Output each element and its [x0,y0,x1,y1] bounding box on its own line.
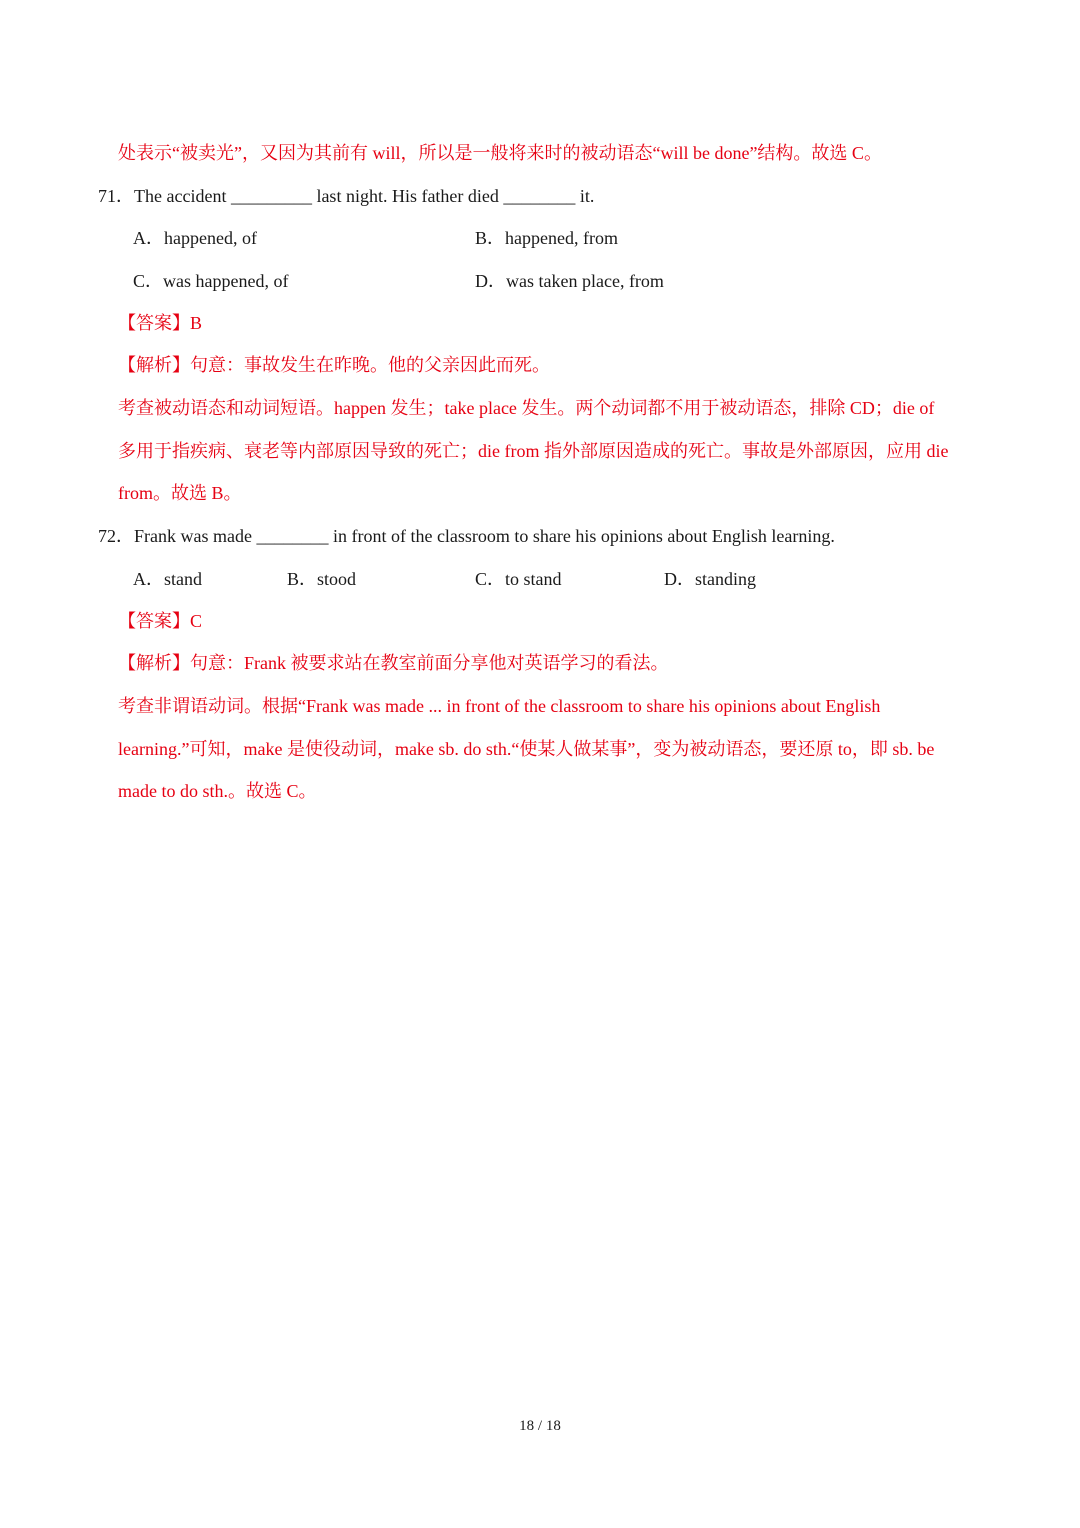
question-71-option-b: B．happened, from [475,228,618,248]
question-72-analysis-line: 考查非谓语动词。根据“Frank was made ... in front of the classroom to share his opinions about English [118,696,881,716]
question-72-option-b: B．stood [287,569,357,589]
question-71-stem: 71．The accident _________ last night. His father died ________ it. [98,186,595,206]
question-72-stem: 72．Frank was made ________ in front of the classroom to share his opinions about English learning. [98,526,835,546]
question-71-answer: 【答案】B [118,313,203,333]
question-71-analysis-head: 【解析】句意：事故发生在昨晚。他的父亲因此而死。 [118,355,550,375]
question-72-analysis-head: 【解析】句意：Frank 被要求站在教室前面分享他对英语学习的看法。 [118,653,669,673]
question-72-option-c: C．to stand [475,569,562,589]
question-71-option-c: C．was happened, of [133,271,289,291]
question-72-option-a: A．stand [133,569,202,589]
explanation-carryover: 处表示“被卖光”，又因为其前有 will，所以是一般将来时的被动语态“will be done”结构。故选 C。 [118,143,882,163]
question-71-option-a: A．happened, of [133,228,257,248]
question-71-analysis-line: from。故选 B。 [118,483,242,503]
question-71-option-d: D．was taken place, from [475,271,664,291]
question-72-answer: 【答案】C [118,611,203,631]
question-71-analysis-line: 考查被动语态和动词短语。happen 发生；take place 发生。两个动词都不用于被动语态，排除 CD；die of [118,398,935,418]
question-72-option-d: D．standing [664,569,756,589]
question-72-analysis-line: learning.”可知，make 是使役动词，make sb. do sth.“使某人做某事”，变为被动语态，要还原 to，即 sb. be [118,739,935,759]
question-72-analysis-line: made to do sth.。故选 C。 [118,781,317,801]
question-71-analysis-line: 多用于指疾病、衰老等内部原因导致的死亡；die from 指外部原因造成的死亡。事故是外部原因，应用 die [118,441,949,461]
page-number: 18 / 18 [519,1418,561,1434]
